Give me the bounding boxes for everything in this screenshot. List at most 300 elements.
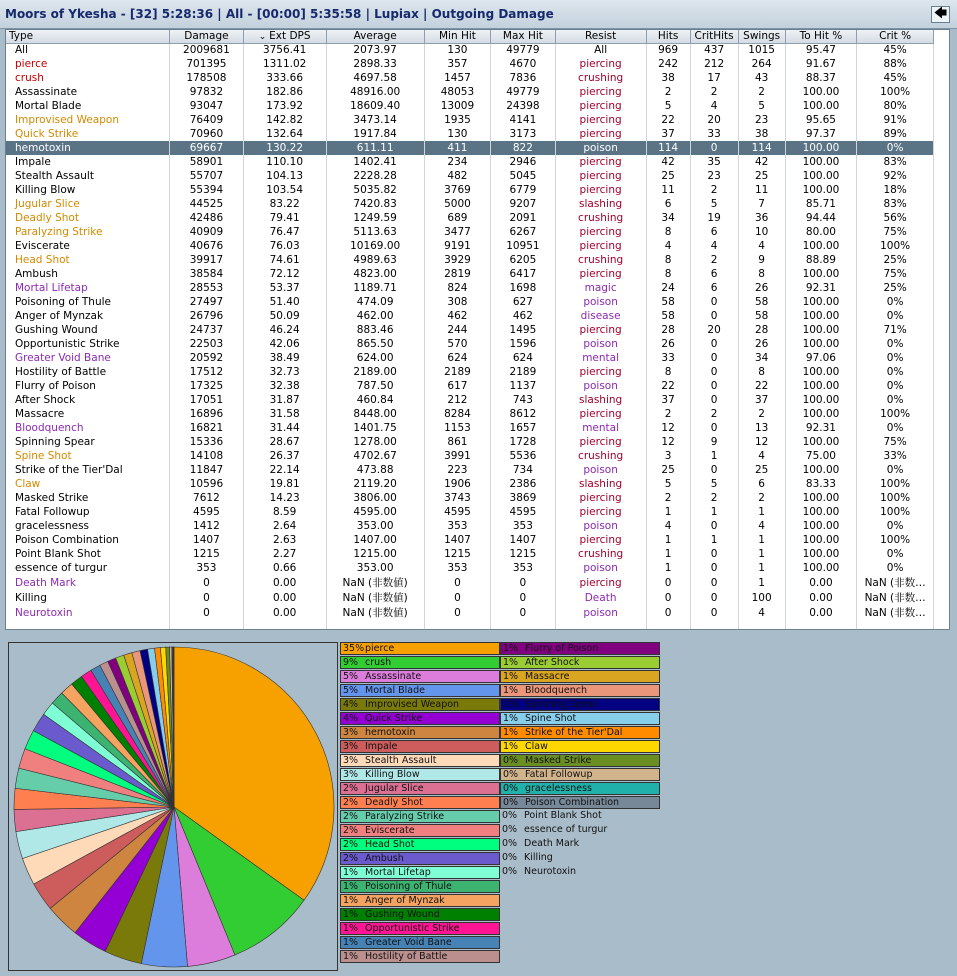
cell-average: 8448.00 xyxy=(326,407,424,421)
table-row[interactable] xyxy=(6,169,934,183)
cell-crit: 80% xyxy=(857,99,934,113)
table-row[interactable] xyxy=(6,491,934,505)
cell-min-hit: 3929 xyxy=(424,253,490,267)
cell-ext-dps: 110.10 xyxy=(243,155,326,169)
table-row[interactable] xyxy=(6,141,934,155)
table-row[interactable] xyxy=(6,323,934,337)
cell-type: Mortal Blade xyxy=(6,99,170,113)
cell-hits: 34 xyxy=(646,211,690,225)
cell-average: 883.46 xyxy=(326,323,424,337)
cell-crit: 0% xyxy=(857,365,934,379)
legend-item xyxy=(500,740,660,753)
cell-swings: 37 xyxy=(738,393,785,407)
cell-to-hit: 83.33 xyxy=(785,477,857,491)
cell-to-hit: 0.00 xyxy=(785,605,857,620)
legend-label: Assassinate xyxy=(365,671,422,682)
table-row[interactable] xyxy=(6,337,934,351)
column-header-min-hit[interactable] xyxy=(424,30,490,43)
cell-resist: piercing xyxy=(555,575,646,590)
legend-label: Poisoning of Thule xyxy=(365,881,452,892)
table-row[interactable] xyxy=(6,211,934,225)
cell-resist: piercing xyxy=(555,85,646,99)
cell-resist: poison xyxy=(555,605,646,620)
legend-item xyxy=(500,670,660,683)
cell-hits: 8 xyxy=(646,267,690,281)
column-header-label: Damage xyxy=(184,30,229,43)
cell-min-hit: 689 xyxy=(424,211,490,225)
cell-resist: piercing xyxy=(555,407,646,421)
column-header-damage[interactable] xyxy=(170,30,244,43)
cell-type: Killing xyxy=(6,590,170,605)
cell-swings: 12 xyxy=(738,435,785,449)
cell-damage: 40909 xyxy=(170,225,244,239)
cell-ext-dps: 76.47 xyxy=(243,225,326,239)
cell-ext-dps: 79.41 xyxy=(243,211,326,225)
cell-average: 353.00 xyxy=(326,561,424,575)
cell-max-hit: 6267 xyxy=(491,225,555,239)
cell-hits: 11 xyxy=(646,183,690,197)
cell-max-hit: 0 xyxy=(491,575,555,590)
cell-average: NaN (非数値) xyxy=(326,590,424,605)
table-row[interactable] xyxy=(6,575,934,590)
cell-crit: 100% xyxy=(857,477,934,491)
legend-item xyxy=(500,656,660,669)
table-row[interactable] xyxy=(6,57,934,71)
column-header-to-hit[interactable] xyxy=(785,30,857,43)
cell-damage: 38584 xyxy=(170,267,244,281)
cell-ext-dps: 83.22 xyxy=(243,197,326,211)
cell-hits: 38 xyxy=(646,71,690,85)
cell-max-hit: 3173 xyxy=(491,127,555,141)
table-row[interactable] xyxy=(6,85,934,99)
legend-item xyxy=(500,852,660,865)
cell-min-hit: 1935 xyxy=(424,113,490,127)
cell-to-hit: 100.00 xyxy=(785,519,857,533)
cell-min-hit: 570 xyxy=(424,337,490,351)
cell-damage: 0 xyxy=(170,605,244,620)
cell-to-hit: 94.44 xyxy=(785,211,857,225)
cell-type: Opportunistic Strike xyxy=(6,337,170,351)
cell-type: Ambush xyxy=(6,267,170,281)
cell-crit: 100% xyxy=(857,239,934,253)
cell-max-hit: 624 xyxy=(491,351,555,365)
table-row[interactable] xyxy=(6,183,934,197)
cell-ext-dps: 46.24 xyxy=(243,323,326,337)
cell-to-hit: 100.00 xyxy=(785,267,857,281)
cell-average: 2073.97 xyxy=(326,43,424,57)
cell-crithits: 2 xyxy=(690,183,738,197)
table-row[interactable] xyxy=(6,239,934,253)
cell-empty xyxy=(646,620,690,630)
cell-crit: 83% xyxy=(857,155,934,169)
cell-resist: disease xyxy=(555,309,646,323)
legend-percent: 9% xyxy=(343,657,359,668)
cell-type: crush xyxy=(6,71,170,85)
cell-crit: 100% xyxy=(857,505,934,519)
table-row[interactable] xyxy=(6,267,934,281)
cell-average: 4595.00 xyxy=(326,505,424,519)
cell-average: 1215.00 xyxy=(326,547,424,561)
legend-percent: 1% xyxy=(503,671,519,682)
legend-item xyxy=(500,838,660,851)
legend-item xyxy=(340,768,500,781)
cell-crit: 0% xyxy=(857,351,934,365)
cell-max-hit: 49779 xyxy=(491,43,555,57)
cell-average: 1407.00 xyxy=(326,533,424,547)
cell-to-hit: 100.00 xyxy=(785,239,857,253)
cell-crit: 0% xyxy=(857,421,934,435)
cell-max-hit: 627 xyxy=(491,295,555,309)
cell-damage: 0 xyxy=(170,575,244,590)
table-row[interactable] xyxy=(6,477,934,491)
cell-min-hit: 130 xyxy=(424,127,490,141)
cell-average: 2119.20 xyxy=(326,477,424,491)
cell-type: Gushing Wound xyxy=(6,323,170,337)
table-row[interactable] xyxy=(6,605,934,620)
cell-crit: 100% xyxy=(857,533,934,547)
cell-crithits: 2 xyxy=(690,407,738,421)
column-header-resist[interactable] xyxy=(555,30,646,43)
cell-ext-dps: 142.82 xyxy=(243,113,326,127)
legend-item xyxy=(500,684,660,697)
cell-resist: piercing xyxy=(555,113,646,127)
cell-crithits: 0 xyxy=(690,393,738,407)
cell-crit: 0% xyxy=(857,309,934,323)
cell-average: 5113.63 xyxy=(326,225,424,239)
cell-crithits: 2 xyxy=(690,253,738,267)
legend-label: gracelessness xyxy=(525,783,592,794)
cell-hits: 8 xyxy=(646,365,690,379)
cell-ext-dps: 0.00 xyxy=(243,575,326,590)
cell-max-hit: 1657 xyxy=(491,421,555,435)
cell-swings: 26 xyxy=(738,281,785,295)
cell-average: 3473.14 xyxy=(326,113,424,127)
table-row[interactable] xyxy=(6,505,934,519)
damage-table[interactable] xyxy=(5,29,950,630)
cell-damage: 76409 xyxy=(170,113,244,127)
table-row[interactable] xyxy=(6,379,934,393)
cell-resist: crushing xyxy=(555,253,646,267)
cell-ext-dps: 72.12 xyxy=(243,267,326,281)
cell-damage: 44525 xyxy=(170,197,244,211)
cell-max-hit: 734 xyxy=(491,463,555,477)
cell-type: Jugular Slice xyxy=(6,197,170,211)
cell-to-hit: 100.00 xyxy=(785,491,857,505)
cell-max-hit: 2386 xyxy=(491,477,555,491)
cell-resist: poison xyxy=(555,295,646,309)
cell-type: Assassinate xyxy=(6,85,170,99)
cell-empty xyxy=(857,620,934,630)
cell-swings: 25 xyxy=(738,169,785,183)
legend-percent: 2% xyxy=(343,797,359,808)
cell-crit: 75% xyxy=(857,225,934,239)
cell-max-hit: 0 xyxy=(491,590,555,605)
cell-crit: 75% xyxy=(857,435,934,449)
cell-average: 2189.00 xyxy=(326,365,424,379)
cell-average: 787.50 xyxy=(326,379,424,393)
cell-resist: piercing xyxy=(555,57,646,71)
column-header-crit[interactable] xyxy=(857,30,934,43)
legend-item xyxy=(340,866,500,879)
table-row[interactable] xyxy=(6,309,934,323)
cell-min-hit: 234 xyxy=(424,155,490,169)
cell-min-hit: 8284 xyxy=(424,407,490,421)
cell-hits: 26 xyxy=(646,337,690,351)
cell-hits: 42 xyxy=(646,155,690,169)
cell-resist: piercing xyxy=(555,505,646,519)
cell-type: Head Shot xyxy=(6,253,170,267)
table-row[interactable] xyxy=(6,71,934,85)
cell-damage: 42486 xyxy=(170,211,244,225)
title-bar xyxy=(0,0,957,29)
legend-percent: 0% xyxy=(502,810,518,821)
cell-crit: 0% xyxy=(857,295,934,309)
cell-type: Flurry of Poison xyxy=(6,379,170,393)
cell-crithits: 23 xyxy=(690,169,738,183)
legend-label: Hostility of Battle xyxy=(365,951,448,962)
column-header-label: CritHits xyxy=(694,30,734,43)
cell-damage: 178508 xyxy=(170,71,244,85)
table-row[interactable] xyxy=(6,533,934,547)
cell-ext-dps: 32.38 xyxy=(243,379,326,393)
cell-crithits: 0 xyxy=(690,337,738,351)
cell-crit: 25% xyxy=(857,253,934,267)
table-row[interactable] xyxy=(6,155,934,169)
cell-min-hit: 1906 xyxy=(424,477,490,491)
cell-resist: piercing xyxy=(555,365,646,379)
cell-resist: piercing xyxy=(555,127,646,141)
column-header-hits[interactable] xyxy=(646,30,690,43)
cell-hits: 969 xyxy=(646,43,690,57)
cell-max-hit: 2189 xyxy=(491,365,555,379)
cell-type: Stealth Assault xyxy=(6,169,170,183)
cell-hits: 22 xyxy=(646,113,690,127)
table-row[interactable] xyxy=(6,127,934,141)
cell-max-hit: 1728 xyxy=(491,435,555,449)
table-row[interactable] xyxy=(6,561,934,575)
cell-swings: 1 xyxy=(738,561,785,575)
cell-type: pierce xyxy=(6,57,170,71)
legend-item xyxy=(500,768,660,781)
cell-to-hit: 100.00 xyxy=(785,169,857,183)
cell-max-hit: 8612 xyxy=(491,407,555,421)
legend-label: Spine Shot xyxy=(525,713,577,724)
column-header-label: Min Hit xyxy=(439,30,476,43)
back-button[interactable] xyxy=(931,6,950,23)
cell-average: 1402.41 xyxy=(326,155,424,169)
legend-percent: 2% xyxy=(343,783,359,794)
table-row[interactable] xyxy=(6,519,934,533)
table-row[interactable] xyxy=(6,113,934,127)
cell-crit: 0% xyxy=(857,547,934,561)
legend-item xyxy=(340,796,500,809)
cell-average: 5035.82 xyxy=(326,183,424,197)
cell-min-hit: 3991 xyxy=(424,449,490,463)
cell-ext-dps: 0.00 xyxy=(243,590,326,605)
cell-min-hit: 411 xyxy=(424,141,490,155)
cell-to-hit: 100.00 xyxy=(785,533,857,547)
cell-damage: 27497 xyxy=(170,295,244,309)
cell-crithits: 0 xyxy=(690,421,738,435)
cell-resist: piercing xyxy=(555,183,646,197)
legend-percent: 0% xyxy=(502,824,518,835)
cell-damage: 7612 xyxy=(170,491,244,505)
cell-type: Paralyzing Strike xyxy=(6,225,170,239)
table-row[interactable] xyxy=(6,281,934,295)
cell-max-hit: 1215 xyxy=(491,547,555,561)
cell-resist: poison xyxy=(555,337,646,351)
legend-item xyxy=(500,824,660,837)
legend-item xyxy=(340,656,500,669)
cell-average: 624.00 xyxy=(326,351,424,365)
cell-crithits: 6 xyxy=(690,267,738,281)
cell-crit: 71% xyxy=(857,323,934,337)
cell-max-hit: 2946 xyxy=(491,155,555,169)
table-row[interactable] xyxy=(6,99,934,113)
cell-crit: 18% xyxy=(857,183,934,197)
table-row[interactable] xyxy=(6,463,934,477)
cell-crithits: 0 xyxy=(690,309,738,323)
cell-damage: 0 xyxy=(170,590,244,605)
cell-ext-dps: 38.49 xyxy=(243,351,326,365)
table-row[interactable] xyxy=(6,590,934,605)
table-row[interactable] xyxy=(6,43,934,57)
table-row[interactable] xyxy=(6,351,934,365)
cell-hits: 24 xyxy=(646,281,690,295)
cell-hits: 25 xyxy=(646,169,690,183)
cell-max-hit: 6417 xyxy=(491,267,555,281)
cell-to-hit: 100.00 xyxy=(785,183,857,197)
cell-swings: 1015 xyxy=(738,43,785,57)
column-header-ext-dps[interactable] xyxy=(243,30,326,43)
cell-crithits: 0 xyxy=(690,590,738,605)
cell-resist: crushing xyxy=(555,211,646,225)
table-row[interactable] xyxy=(6,449,934,463)
legend-item xyxy=(500,726,660,739)
cell-damage: 15336 xyxy=(170,435,244,449)
legend-percent: 2% xyxy=(343,839,359,850)
table-row[interactable] xyxy=(6,253,934,267)
sort-desc-icon: ⌄ xyxy=(258,32,270,43)
cell-min-hit: 0 xyxy=(424,575,490,590)
cell-type: gracelessness xyxy=(6,519,170,533)
cell-ext-dps: 31.58 xyxy=(243,407,326,421)
cell-resist: poison xyxy=(555,519,646,533)
cell-ext-dps: 132.64 xyxy=(243,127,326,141)
cell-to-hit: 100.00 xyxy=(785,435,857,449)
cell-crit: 100% xyxy=(857,85,934,99)
cell-average: 3806.00 xyxy=(326,491,424,505)
cell-hits: 1 xyxy=(646,505,690,519)
cell-average: 2898.33 xyxy=(326,57,424,71)
cell-crithits: 1 xyxy=(690,533,738,547)
legend-percent: 3% xyxy=(343,755,359,766)
legend-percent: 2% xyxy=(343,811,359,822)
legend-label: hemotoxin xyxy=(365,727,416,738)
window-title: Moors of Ykesha - [32] 5:28:36 | All - [00:00] 5:35:58 | Lupiax | Outgoing Damage xyxy=(5,7,554,21)
cell-swings: 2 xyxy=(738,85,785,99)
cell-max-hit: 353 xyxy=(491,519,555,533)
table-row[interactable] xyxy=(6,547,934,561)
column-header-type[interactable] xyxy=(6,30,170,43)
legend-label: Eviscerate xyxy=(365,825,415,836)
table-row[interactable] xyxy=(6,421,934,435)
cell-ext-dps: 173.92 xyxy=(243,99,326,113)
table-row[interactable] xyxy=(6,407,934,421)
cell-ext-dps: 104.13 xyxy=(243,169,326,183)
cell-crit: 0% xyxy=(857,561,934,575)
table-row[interactable] xyxy=(6,393,934,407)
cell-average: 18609.40 xyxy=(326,99,424,113)
legend-percent: 1% xyxy=(503,713,519,724)
column-header-average[interactable] xyxy=(326,30,424,43)
column-header-crithits[interactable] xyxy=(690,30,738,43)
column-header-max-hit[interactable] xyxy=(491,30,555,43)
table-row[interactable] xyxy=(6,295,934,309)
cell-swings: 10 xyxy=(738,225,785,239)
cell-empty xyxy=(243,620,326,630)
cell-min-hit: 0 xyxy=(424,605,490,620)
cell-crit: 83% xyxy=(857,197,934,211)
cell-to-hit: 85.71 xyxy=(785,197,857,211)
cell-crit: 0% xyxy=(857,379,934,393)
table-row[interactable] xyxy=(6,365,934,379)
cell-type: Quick Strike xyxy=(6,127,170,141)
cell-type: Impale xyxy=(6,155,170,169)
cell-crithits: 0 xyxy=(690,547,738,561)
cell-ext-dps: 0.66 xyxy=(243,561,326,575)
table-row[interactable] xyxy=(6,197,934,211)
table-header xyxy=(6,30,934,43)
column-header-swings[interactable] xyxy=(738,30,785,43)
cell-to-hit: 100.00 xyxy=(785,99,857,113)
cell-min-hit: 223 xyxy=(424,463,490,477)
cell-min-hit: 244 xyxy=(424,323,490,337)
cell-ext-dps: 31.87 xyxy=(243,393,326,407)
legend-item xyxy=(500,698,660,711)
cell-max-hit: 6205 xyxy=(491,253,555,267)
legend-percent: 1% xyxy=(343,923,359,934)
cell-min-hit: 462 xyxy=(424,309,490,323)
cell-crithits: 1 xyxy=(690,449,738,463)
table-row[interactable] xyxy=(6,435,934,449)
cell-resist: piercing xyxy=(555,533,646,547)
cell-to-hit: 100.00 xyxy=(785,407,857,421)
legend-item xyxy=(500,782,660,795)
cell-max-hit: 1137 xyxy=(491,379,555,393)
cell-average: 473.88 xyxy=(326,463,424,477)
cell-swings: 38 xyxy=(738,127,785,141)
cell-min-hit: 4595 xyxy=(424,505,490,519)
legend-label: Strike of the Tier'Dal xyxy=(525,727,623,738)
cell-resist: magic xyxy=(555,281,646,295)
cell-average: 4702.67 xyxy=(326,449,424,463)
cell-resist: mental xyxy=(555,351,646,365)
cell-hits: 8 xyxy=(646,225,690,239)
cell-ext-dps: 3756.41 xyxy=(243,43,326,57)
legend-label: crush xyxy=(365,657,392,668)
legend-item xyxy=(340,698,500,711)
legend-percent: 3% xyxy=(343,769,359,780)
cell-swings: 9 xyxy=(738,253,785,267)
cell-ext-dps: 76.03 xyxy=(243,239,326,253)
column-header-label: Ext DPS xyxy=(269,30,311,43)
legend-item xyxy=(340,740,500,753)
table-row[interactable] xyxy=(6,225,934,239)
cell-average: 1917.84 xyxy=(326,127,424,141)
cell-type: Point Blank Shot xyxy=(6,547,170,561)
cell-empty xyxy=(690,620,738,630)
